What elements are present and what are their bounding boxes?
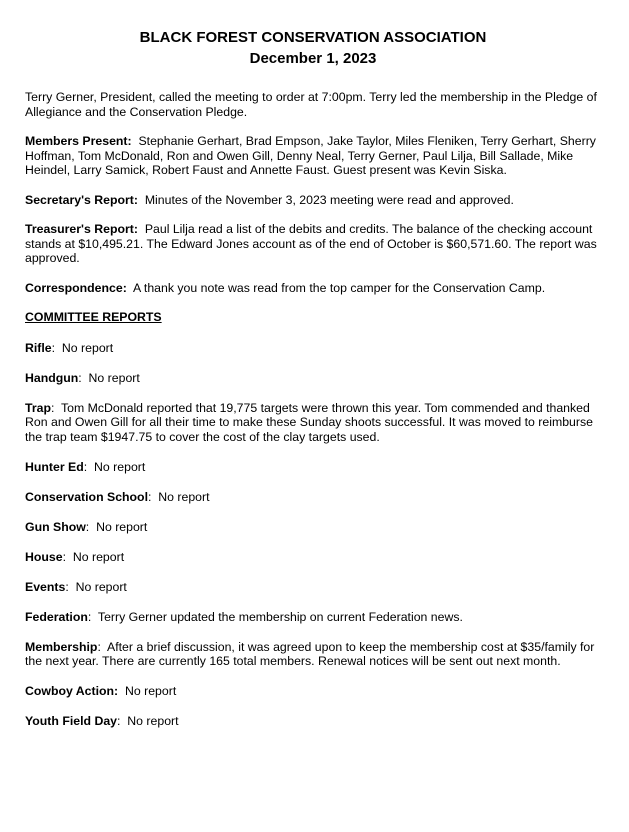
- committee-label: Federation: [25, 609, 88, 624]
- committee-text: No report: [88, 370, 140, 385]
- committee-item-federation: [25, 610, 601, 625]
- committee-item-conservation-school: [25, 490, 601, 505]
- treasurer-report-label: Treasurer's Report:: [25, 222, 138, 236]
- committee-text: No report: [61, 340, 114, 355]
- committee-item-hunter-ed: [25, 460, 601, 475]
- committee-item-house: [25, 550, 601, 565]
- committee-item-events: [25, 580, 601, 595]
- label-colon: :: [78, 370, 82, 385]
- treasurer-report-text: Paul Lilja read a list of the debits and credits. The balance of the checking account stands at $10,495.21. The Edward Jones account as of the end of October is $60,571.60. The report was approved.: [25, 222, 597, 265]
- committee-label: Cowboy Action:: [25, 684, 119, 698]
- committee-label: Gun Show: [25, 519, 86, 534]
- secretary-report-paragraph: [25, 193, 601, 208]
- correspondence-text: A thank you note was read from the top camper for the Conservation Camp.: [132, 280, 546, 295]
- committee-label: Youth Field Day: [25, 714, 118, 728]
- committee-text: No report: [96, 519, 148, 534]
- committee-text: No report: [124, 684, 177, 698]
- label-colon: :: [62, 549, 67, 564]
- committee-item-rifle: [25, 341, 601, 356]
- committee-label: Conservation School: [25, 489, 148, 504]
- committee-text: No report: [127, 714, 179, 728]
- meeting-date: December 1, 2023: [249, 50, 377, 67]
- committee-text: No report: [158, 489, 210, 504]
- committee-text: After a brief discussion, it was agreed upon to keep the membership cost at $35/family for the next year. There are currently 165 total members. Renewal notices will be sent out next month.: [25, 639, 595, 668]
- label-colon: :: [85, 519, 90, 534]
- committee-item-membership: [25, 640, 601, 669]
- label-colon: :: [50, 400, 55, 415]
- organization-title: BLACK FOREST CONSERVATION ASSOCIATION: [139, 29, 487, 46]
- secretary-report-label: Secretary's Report:: [25, 192, 138, 207]
- committee-text: Terry Gerner updated the membership on current Federation news.: [97, 609, 463, 624]
- committee-label: Events: [25, 579, 66, 594]
- members-present-label: Members Present:: [25, 134, 132, 148]
- committee-item-cowboy-action: [25, 684, 601, 699]
- members-present-text: Stephanie Gerhart, Brad Empson, Jake Taylor, Miles Fleniken, Terry Gerhart, Sherry Hoffman, Tom McDonald, Ron and Owen Gill, Denny Neal, Terry Gerner, Paul Lilja, Bill Sallade, Mike Heindel, Larry Samick, Robert Faust and Annette Faust. Guest present was Kevin Siska.: [25, 134, 596, 177]
- committee-reports-heading: COMMITTEE REPORTS: [25, 310, 162, 324]
- committee-label: Rifle: [25, 340, 52, 355]
- label-colon: :: [87, 609, 92, 624]
- committee-label: Handgun: [25, 370, 79, 385]
- committee-text: No report: [94, 459, 146, 474]
- committee-label: Trap: [25, 400, 51, 415]
- label-colon: :: [83, 459, 88, 474]
- committee-text: No report: [72, 549, 125, 564]
- label-colon: :: [148, 489, 152, 504]
- committee-label: Hunter Ed: [25, 459, 84, 474]
- label-colon: :: [51, 340, 56, 355]
- committee-list: [25, 341, 601, 729]
- committee-item-gun-show: [25, 520, 601, 535]
- correspondence-paragraph: [25, 281, 601, 296]
- committee-text: No report: [75, 579, 127, 594]
- label-colon: :: [65, 579, 69, 594]
- committee-item-youth-field-day: [25, 714, 601, 729]
- committee-item-trap: [25, 401, 601, 445]
- label-colon: :: [97, 639, 101, 654]
- committee-text: Tom McDonald reported that 19,775 targets were thrown this year. Tom commended and thanked Ron and Owen Gill for all their time to make these Sunday shoots successful. It was moved to reimburse the trap team $1947.75 to cover the cost of the clay targets used.: [25, 400, 593, 444]
- members-present-paragraph: [25, 134, 601, 178]
- document-header: [25, 27, 601, 69]
- correspondence-label: Correspondence:: [25, 280, 127, 295]
- opening-paragraph: [25, 90, 601, 119]
- committee-label: Membership: [25, 639, 98, 654]
- committee-item-handgun: [25, 371, 601, 386]
- secretary-report-text: Minutes of the November 3, 2023 meeting were read and approved.: [144, 192, 514, 207]
- opening-text: Terry Gerner, President, called the meeting to order at 7:00pm. Terry led the membership in the Pledge of Allegiance and the Conservation Pledge.: [25, 90, 597, 119]
- treasurer-report-paragraph: [25, 222, 601, 266]
- label-colon: :: [117, 714, 121, 728]
- committee-label: House: [25, 549, 63, 564]
